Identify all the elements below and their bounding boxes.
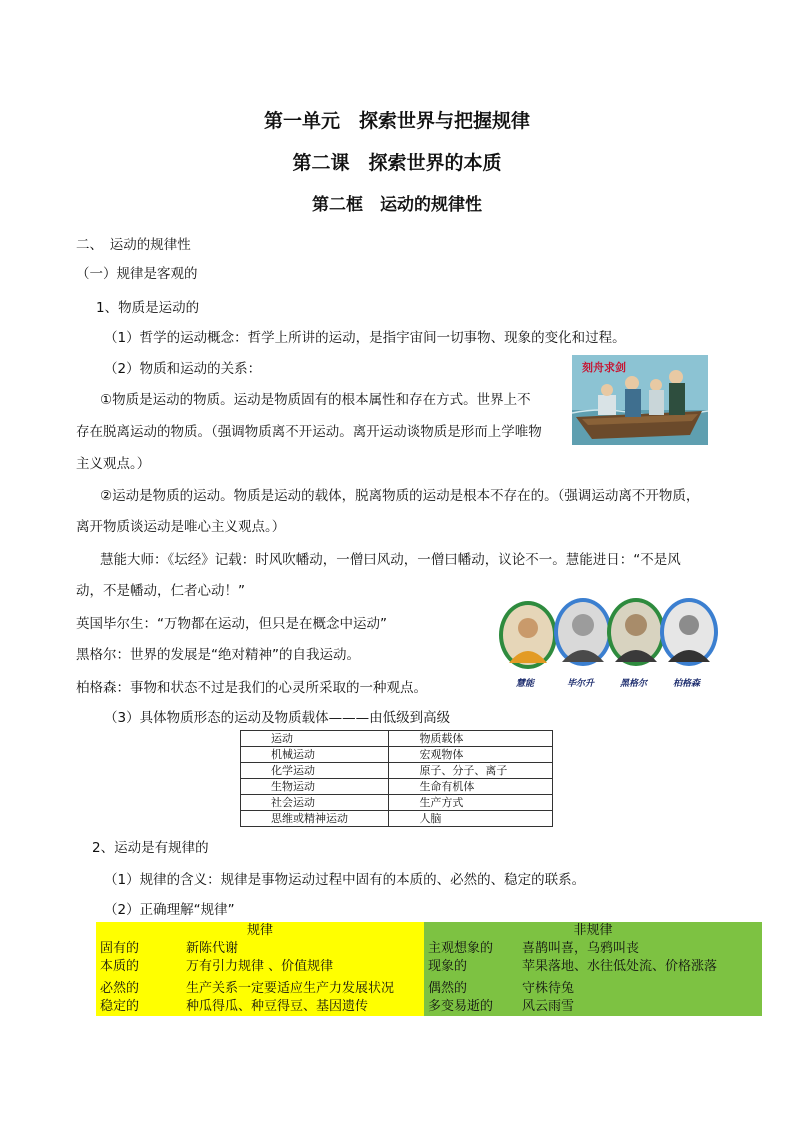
- berkeley-quote: 英国毕尔生：“万物都在运动，但只是在概念中运动”: [76, 616, 387, 632]
- non-law-terms-1: [424, 940, 518, 976]
- non-law-term: 多变易逝的: [428, 999, 494, 1014]
- portrait-bergson-graphic: [660, 598, 718, 666]
- table-cell: 生物运动: [241, 779, 389, 795]
- non-law-examples-1: [518, 940, 762, 976]
- table-cell: 机械运动: [241, 747, 389, 763]
- huineng-quote-line-2: 动，不是幡动，仁者心动！”: [76, 583, 245, 599]
- paragraph-2-line-1: ②运动是物质的运动。物质是运动的载体，脱离物质的运动是根本不存在的。（强调运动离不开物质，: [100, 488, 700, 504]
- table-row: [241, 795, 553, 811]
- bergson-quote: 柏格森：事物和状态不过是我们的心灵所采取的一种观点。: [76, 680, 427, 696]
- portrait-berkeley-graphic: [554, 598, 612, 666]
- portrait-hegel: [607, 598, 665, 666]
- law-terms-1: [96, 940, 182, 976]
- non-law-terms-2: [424, 976, 518, 1016]
- non-law-example: 风云雨雪: [522, 999, 575, 1014]
- law-example: 生产关系一定要适应生产力发展状况: [186, 981, 395, 996]
- section-heading: 二、 运动的规律性: [76, 237, 191, 253]
- law-examples-1: [182, 940, 424, 976]
- frame-title: 第二框 运动的规律性: [312, 195, 482, 215]
- item-heading: 1、物质是运动的: [96, 300, 200, 316]
- portrait-huineng: [499, 601, 557, 669]
- law-examples-2: [182, 976, 424, 1016]
- non-law-header: 非规律: [424, 922, 762, 940]
- non-law-example: 苹果落地、水往低处流、价格涨落: [522, 959, 718, 974]
- law-term: 固有的: [100, 941, 140, 956]
- forms-heading: （3）具体物质形态的运动及物质载体———由低级到高级: [104, 710, 451, 726]
- table-row: [96, 940, 762, 976]
- non-law-example: 守株待兔: [522, 981, 575, 996]
- hegel-quote: 黑格尔：世界的发展是“绝对精神”的自我运动。: [76, 647, 360, 663]
- non-law-examples-2: [518, 976, 762, 1016]
- non-law-term: 现象的: [428, 959, 468, 974]
- boat-illustration: [572, 355, 708, 445]
- law-example: 种瓜得瓜、种豆得豆、基因遗传: [186, 999, 369, 1014]
- motion-carrier-table: [240, 730, 553, 827]
- law-understand-heading: （2）正确理解“规律”: [104, 902, 235, 918]
- law-example: 新陈代谢: [186, 941, 239, 956]
- non-law-term: 偶然的: [428, 981, 468, 996]
- law-term: 稳定的: [100, 999, 140, 1014]
- table-row: [241, 811, 553, 827]
- portrait-huineng-graphic: [499, 601, 557, 669]
- paragraph-2-line-2: 离开物质谈运动是唯心主义观点。）: [76, 519, 286, 535]
- portrait-label-berkeley: 毕尔升: [567, 679, 595, 689]
- table-cell: 宏观物体: [389, 747, 553, 763]
- law-comparison-table: [96, 922, 762, 1016]
- table-row: [241, 763, 553, 779]
- law-definition: （1）规律的含义：规律是事物运动过程中固有的本质的、必然的、稳定的联系。: [104, 872, 586, 888]
- portrait-berkeley: [554, 598, 612, 666]
- table-cell: 社会运动: [241, 795, 389, 811]
- table-cell: 思维或精神运动: [241, 811, 389, 827]
- portrait-bergson: [660, 598, 718, 666]
- table-cell: 物质载体: [389, 731, 553, 747]
- table-row: [96, 922, 762, 940]
- non-law-term: 主观想象的: [428, 941, 494, 956]
- portrait-label-huineng: 慧能: [516, 679, 535, 689]
- table-cell: 原子、分子、离子: [389, 763, 553, 779]
- item2-heading: 2、运动是有规律的: [92, 840, 209, 856]
- portrait-hegel-graphic: [607, 598, 665, 666]
- table-row: [241, 731, 553, 747]
- huineng-quote-line-1: 慧能大师：《坛经》记载：时风吹幡动，一僧曰风动，一僧曰幡动，议论不一。慧能进日：“不是风: [100, 552, 681, 568]
- table-cell: 运动: [241, 731, 389, 747]
- table-cell: 人脑: [389, 811, 553, 827]
- lesson-title: 第二课 探索世界的本质: [292, 152, 502, 174]
- table-cell: 生产方式: [389, 795, 553, 811]
- portrait-label-bergson: 柏格森: [673, 679, 701, 689]
- paragraph-1-line-3: 主义观点。）: [76, 456, 151, 472]
- table-cell: 生命有机体: [389, 779, 553, 795]
- table-row: [241, 779, 553, 795]
- boat-caption: 刻舟求剑: [582, 361, 626, 374]
- table-row: [96, 976, 762, 1016]
- unit-title: 第一单元 探索世界与把握规律: [263, 110, 530, 132]
- paragraph-1-line-2: 存在脱离运动的物质。（强调物质离不开运动。离开运动谈物质是形而上学唯物: [76, 424, 542, 440]
- law-header: 规律: [96, 922, 424, 940]
- law-terms-2: [96, 976, 182, 1016]
- law-example: 万有引力规律 、价值规律: [186, 959, 334, 974]
- non-law-example: 喜鹊叫喜，乌鸦叫丧: [522, 941, 640, 956]
- motion-concept: （1）哲学的运动概念：哲学上所讲的运动，是指宇宙间一切事物、现象的变化和过程。: [104, 330, 626, 346]
- paragraph-1-line-1: ①物质是运动的物质。运动是物质固有的根本属性和存在方式。世界上不: [100, 392, 531, 408]
- law-term: 必然的: [100, 981, 140, 996]
- table-cell: 化学运动: [241, 763, 389, 779]
- law-term: 本质的: [100, 959, 140, 974]
- table-row: [241, 747, 553, 763]
- relation-heading: （2）物质和运动的关系：: [104, 361, 262, 377]
- portrait-label-hegel: 黑格尔: [620, 679, 648, 689]
- subsection-heading: （一）规律是客观的: [76, 266, 198, 282]
